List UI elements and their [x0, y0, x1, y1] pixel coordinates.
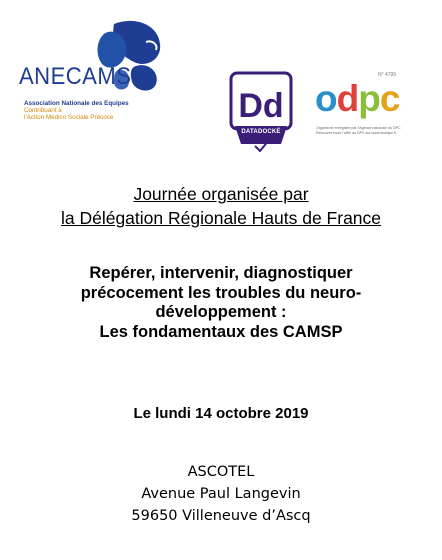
datadocke-label: DATADOCKÉ: [241, 129, 281, 135]
venue-name: ASCOTEL: [187, 464, 255, 480]
organizer-line-2: la Délégation Régionale Hauts de France: [60, 208, 382, 228]
venue-street: Avenue Paul Langevin: [141, 486, 301, 502]
odpc-letter: o: [315, 78, 337, 119]
anecamsp-tagline: Association Nationale des Equipes Contribuant à l'Action Médico Sociale Précoce: [24, 100, 129, 122]
odpc-wordmark: [315, 78, 399, 120]
odpc-logo: [310, 72, 420, 152]
odpc-letter: c: [379, 78, 400, 119]
organizer-line-1: Journée organisée par: [133, 184, 309, 204]
datadocke-logo: [227, 70, 295, 152]
event-title-line-1: Repérer, intervenir, diagnostiquer: [89, 264, 353, 282]
odpc-letter: p: [358, 78, 380, 119]
datadocke-badge-icon: [227, 70, 295, 152]
anecamsp-logo: [18, 16, 168, 124]
odpc-letter: d: [336, 78, 359, 119]
odpc-registration: N° 4795: [378, 72, 397, 78]
event-title-line-3: développement :: [155, 303, 287, 321]
event-title-line-4: Les fondamentaux des CAMSP: [99, 323, 343, 341]
venue-city: 59650 Villeneuve d’Ascq: [131, 508, 311, 524]
odpc-caption: Organisme enregistré par l'Agence nationale du DPC Retrouvez toute l'offre du DPC sur www.mondpc.fr: [316, 126, 401, 135]
anecamsp-wordmark: ANECAMSP: [19, 63, 147, 90]
datadocke-mark: Dd: [238, 87, 284, 125]
event-date: Le lundi 14 octobre 2019: [133, 405, 309, 422]
event-title-line-2: précocement les troubles du neuro-: [80, 284, 362, 302]
